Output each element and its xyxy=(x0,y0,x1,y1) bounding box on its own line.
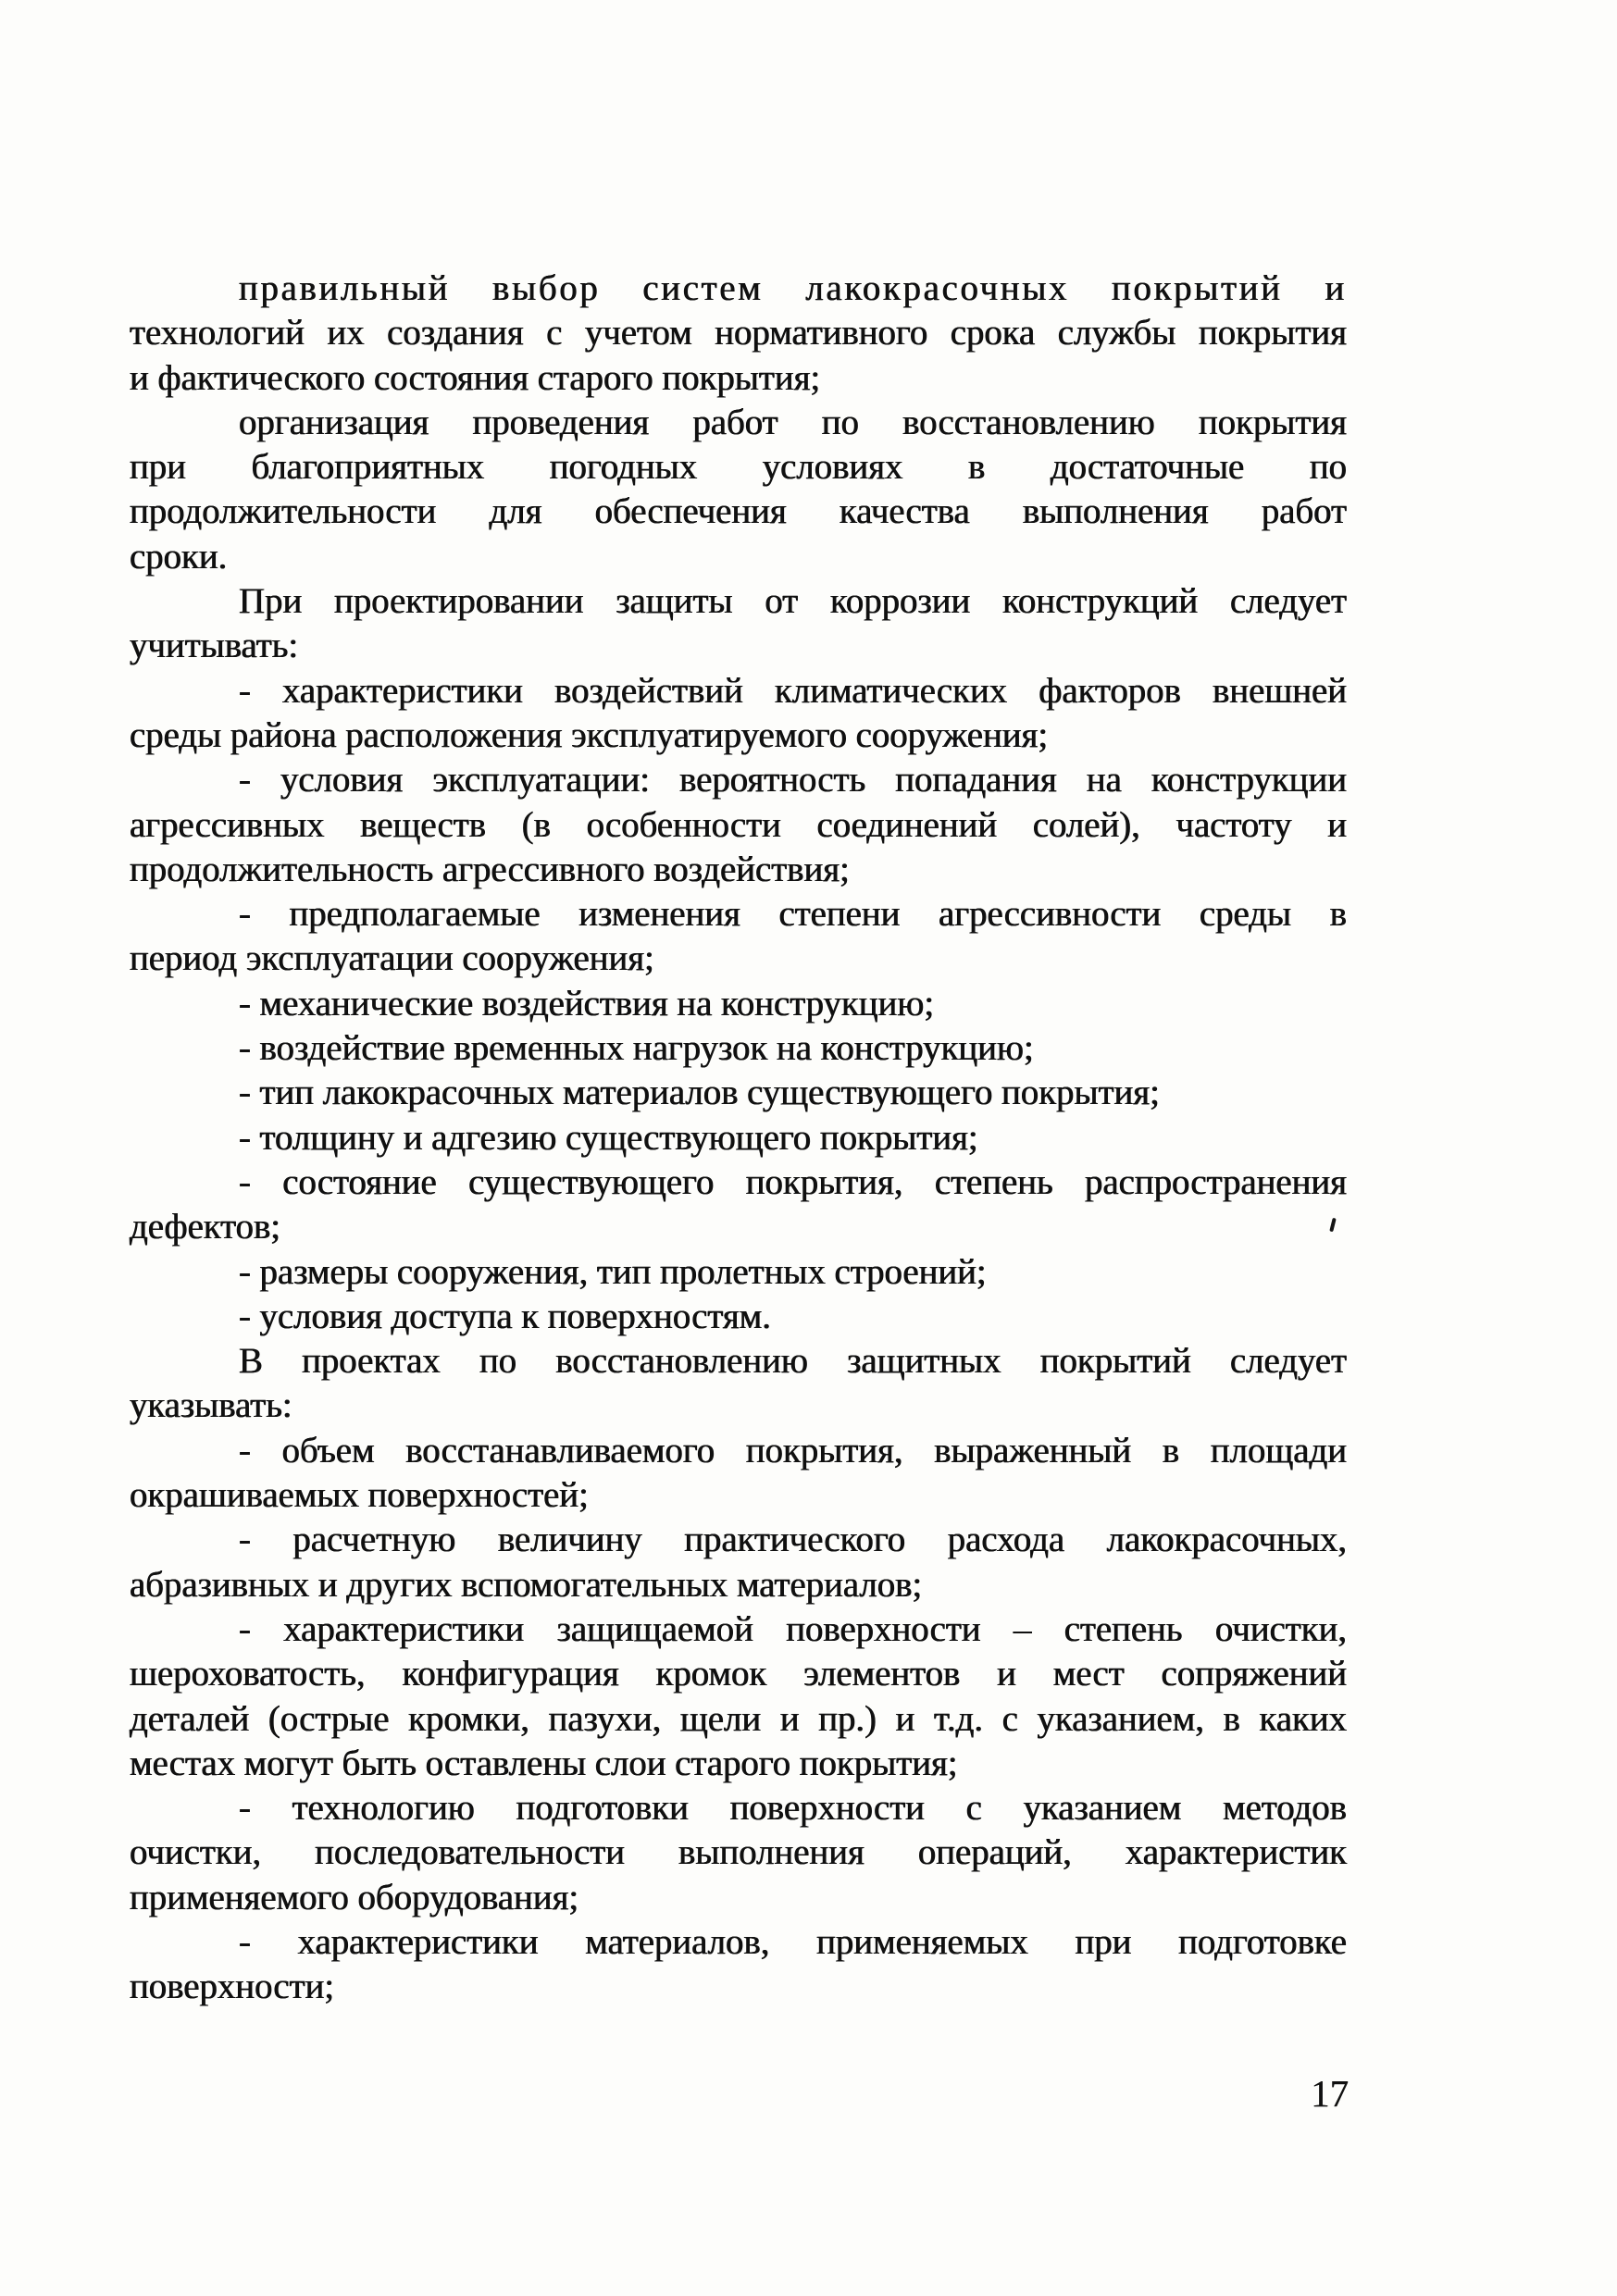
text-line: деталей (острые кромки, пазухи, щели и пр.) и т.д. с указанием, в каких xyxy=(130,1698,1347,1739)
text-line: при благоприятных погодных условиях в достаточные по xyxy=(130,447,1347,488)
text-line: правильный выбор систем лакокрасочных покрытий и xyxy=(239,268,1347,308)
text-line: сроки. xyxy=(130,536,228,577)
text-line: - воздействие временных нагрузок на конструкцию; xyxy=(239,1028,1034,1069)
text-line: - характеристики воздействий климатических факторов внешней xyxy=(239,670,1347,711)
text-line: среды района расположения эксплуатируемого сооружения; xyxy=(130,714,1049,755)
text-line: - толщину и адгезию существующего покрытия; xyxy=(239,1117,978,1158)
text-line: - условия эксплуатации: вероятность попадания на конструкции xyxy=(239,760,1347,800)
text-line: При проектировании защиты от коррозии конструкций следует xyxy=(239,581,1347,622)
text-block xyxy=(130,267,1347,2010)
text-line: очистки, последовательности выполнения операций, характеристик xyxy=(130,1832,1347,1873)
page-number: 17 xyxy=(1311,2072,1349,2115)
text-line: и фактического состояния старого покрытия; xyxy=(130,357,821,398)
text-line: технологий их создания с учетом нормативного срока службы покрытия xyxy=(130,313,1347,354)
text-line: продолжительность агрессивного воздействия; xyxy=(130,849,850,889)
text-line: - предполагаемые изменения степени агрессивности среды в xyxy=(239,894,1347,935)
text-line: местах могут быть оставлены слои старого покрытия; xyxy=(130,1743,958,1783)
text-line: - характеристики защищаемой поверхности – степень очистки, xyxy=(239,1608,1347,1649)
text-line: окрашиваемых поверхностей; xyxy=(130,1475,589,1516)
text-line: агрессивных веществ (в особенности соединений солей), частоту и xyxy=(130,804,1347,845)
text-line: дефектов; xyxy=(130,1207,281,1247)
text-line: организация проведения работ по восстановлению покрытия xyxy=(239,402,1347,442)
text-line: период эксплуатации сооружения; xyxy=(130,938,654,979)
text-line: - механические воздействия на конструкцию; xyxy=(239,983,935,1024)
text-line: - характеристики материалов, применяемых при подготовке xyxy=(239,1921,1347,1962)
text-line: шероховатость, конфигурация кромок элементов и мест сопряжений xyxy=(130,1654,1347,1694)
text-line: В проектах по восстановлению защитных покрытий следует xyxy=(239,1341,1347,1382)
text-line: - состояние существующего покрытия, степень распространения xyxy=(239,1161,1347,1202)
text-line: - тип лакокрасочных материалов существующего покрытия; xyxy=(239,1073,1160,1113)
text-line: указывать: xyxy=(130,1385,292,1426)
text-line: поверхности; xyxy=(130,1967,335,2007)
text-line: - технологию подготовки поверхности с указанием методов xyxy=(239,1788,1347,1829)
text-line: применяемого оборудования; xyxy=(130,1877,579,1917)
text-line: продолжительности для обеспечения качества выполнения работ xyxy=(130,491,1347,532)
text-line: абразивных и других вспомогательных материалов; xyxy=(130,1564,923,1605)
text-line: - условия доступа к поверхностям. xyxy=(239,1296,771,1336)
text-line: - размеры сооружения, тип пролетных строений; xyxy=(239,1251,987,1292)
text-line: - расчетную величину практического расхода лакокрасочных, xyxy=(239,1520,1347,1560)
text-line: учитывать: xyxy=(130,626,299,666)
text-line: - объем восстанавливаемого покрытия, выраженный в площади xyxy=(239,1430,1347,1471)
